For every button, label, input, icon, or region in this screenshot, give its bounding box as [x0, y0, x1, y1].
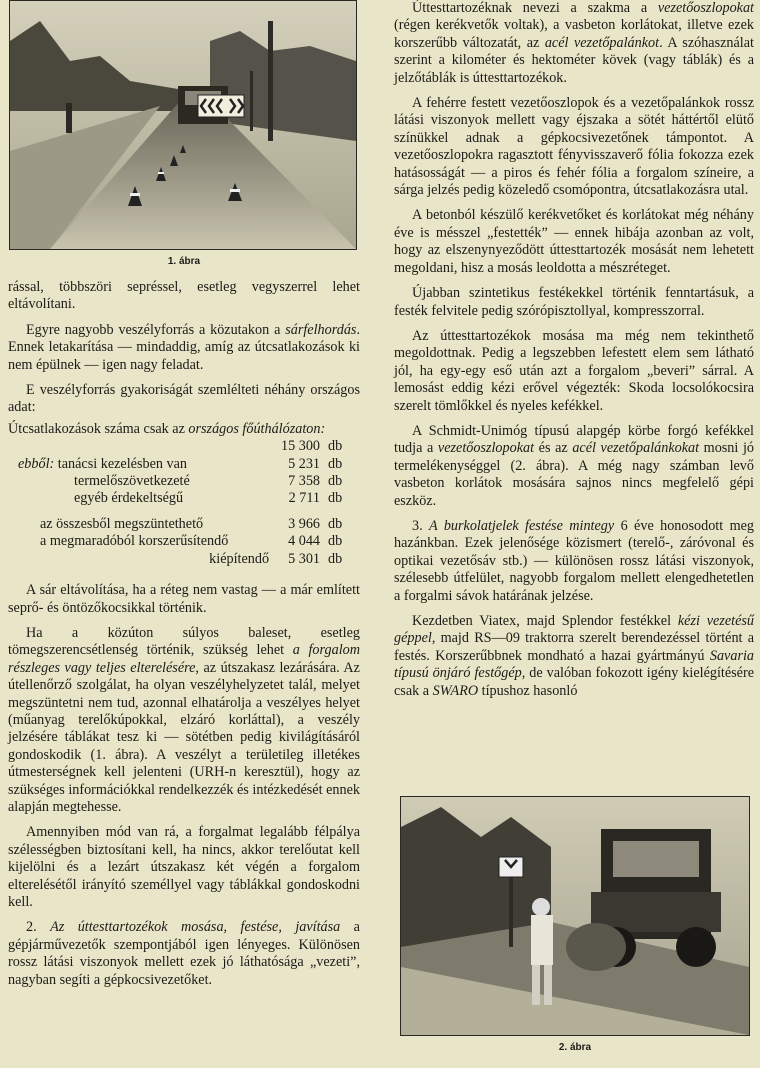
paragraph: E veszélyforrás gyakoriságát szemlélteti néhány országos adat: [8, 382, 360, 416]
paragraph: Újabban szintetikus festékekkel történik fenntartásuk, a festék felvitele pedig szórópisztollyal, kompresszorral. [394, 285, 754, 319]
paragraph: Amennyiben mód van rá, a forgalmat legalább félpálya szélességben biztosítani kell, ha nincs, akkor terelőutat kell kijelölni és a lezárt útszakasz két végén a forgalom elterelésétől irányító személlyel vagy táblákkal gondoskodni kell. [8, 824, 360, 910]
table-row: egyéb érdekeltségű 2 711 db [74, 490, 343, 507]
table-row: termelőszövetkezeté 7 358 db [74, 473, 343, 490]
left-column [8, 0, 360, 989]
table-row: kiépítendő 5 301 db [209, 550, 343, 567]
paragraph: A Schmidt-Unimóg típusú alapgép körbe forgó kefékkel tudja a vezetőoszlopokat és az acél vezetőpalánkokat mosni jó termelékenységgel (2. ábra). A még nagy számban levő vasbeton korlátok mosására sajnos nincs megfelelő gépi eszköz. [394, 422, 754, 509]
table-row: ebből: tanácsi kezelésben van 5 231 db [18, 455, 343, 472]
statistics-table [8, 421, 354, 568]
washing-machine-image [401, 797, 749, 1035]
paragraph: Kezdetben Viatex, majd Splendor festékkel kézi vezetésű géppel, majd RS—09 traktorra szerelt berendezéssel történt a festés. Korszerűbbnek mondható a hazai gyártmányú Savaria típusú önjáró festőgép, de valóban fokozott igény kielégítésére csak a SWARO típushoz hasonló [394, 613, 755, 699]
figure-1-photo [9, 0, 357, 250]
table-row [8, 421, 354, 438]
figure-2 [400, 796, 750, 1053]
table-heading: Útcsatlakozások száma csak az országos főúthálózaton: [8, 420, 326, 437]
paragraph: A fehérre festett vezetőoszlopok és a vezetőpalánkok rossz látási viszonyok mellett vagy éjszaka a sötét háttértől elütő színükkel adnak a gépkocsivezetőnek támpontot. A vezetőoszlopokra ragasztott fényvisszaverő fólia fokozza ezek hatásosságát — a piros és fehér fólia a forgalom színeire, a sárga jelzés pedig közeledő csomópontra, útcsatlakozásra utal. [394, 95, 754, 199]
paragraph: Az úttesttartozékok mosása ma még nem tekinthető megoldottnak. Pedig a legszebben lefestett elem sem látható jól, ha egy-egy eső után azt a forgalom „beveri” sárral. A lemosást eddig kézi erővel végezték: Skoda locsolókocsira szerelt tömlőkkel és nyeles kefékkel. [394, 327, 754, 414]
table-row: 15 300 db [280, 438, 343, 455]
paragraph: 2. Az úttesttartozékok mosása, festése, javítása a gépjárművezetők szempontjából igen lényeges. Különösen rossz látási viszonyok mellett ezek jó láthatósága „vezeti”, nagyban segíti a gépkocsivezetőket. [8, 919, 360, 988]
figure-1-caption: 1. ábra [167, 256, 201, 267]
figure-2-caption: 2. ábra [558, 1042, 592, 1053]
figure-2-photo [400, 796, 750, 1036]
paragraph: Ha a közúton súlyos baleset, esetleg tömegszerencsétlenség történik, szükség lehet a forgalom részleges vagy teljes elterelésére, az útszakasz lezárására. Az útellenőrző szolgálat, ha olyan veszélyhelyzetet talál, melyet megszüntetni nem tud, azonnal elhatárolja a veszélyes helyet (műanyag terelőkúpokkal, elzáró korláttal), a veszély jelzésére táblákat tesz ki — sötétben pedig kivilágításáról gondoskodik (1. ábra). A veszélyt a területileg illetékes útmesterségnek kell jelenteni (URH-n keresztül), hogy az szükséges információkkal rendelkezzék és intézkedését ennek alapján megtehesse. [8, 624, 360, 815]
table-row: a megmaradóból korszerűsítendő 4 044 db [40, 533, 343, 550]
paragraph: rással, többszöri sepréssel, esetleg vegyszerrel lehet eltávolítani. [8, 279, 360, 313]
paragraph: A sár eltávolítása, ha a réteg nem vastag — a már említett seprő- és öntözőkocsikkal történik. [8, 582, 360, 616]
table-row: az összesből megszüntethető 3 966 db [40, 515, 343, 532]
road-closure-image [10, 1, 356, 249]
paragraph: Úttesttartozéknak nevezi a szakma a vezetőoszlopokat (régen kerékvetők voltak), a vasbeton korlátokat, illetve ezek korszerűbb változatát, az acél vezetőpalánkot. A szóhasználat szerint a kilométer és hektométer kövek (vagy táblák) és a jelzőtáblák is úttesttartozékok. [394, 0, 754, 86]
right-column [394, 0, 754, 700]
paragraph: Egyre nagyobb veszélyforrás a közutakon a sárfelhordás. Ennek letakarítása — mindaddig, amíg az útcsatlakozások ki nem épülnek — igen nagy feladat. [8, 321, 360, 373]
paragraph: A betonból készülő kerékvetőket és korlátokat még néhány éve is mésszel „festették” — ennek hibája azonban az volt, hogy az elszenynyeződött úttesttartozék mosását nem lehetett megoldani, hisz a mosás leoldotta a mészréteget. [394, 207, 754, 276]
paragraph: 3. A burkolatjelek festése mintegy 6 éve honosodott meg hazánkban. Ezek jelenősége közismert (terelő-, záróvonal és optikai vezetősáv stb.) — különösen rossz látási viszonyok, szélesebb útfelület, nagyobb forgalom mellett elengedhetetlen a forgalmi sávok határának jelzése. [394, 517, 754, 604]
